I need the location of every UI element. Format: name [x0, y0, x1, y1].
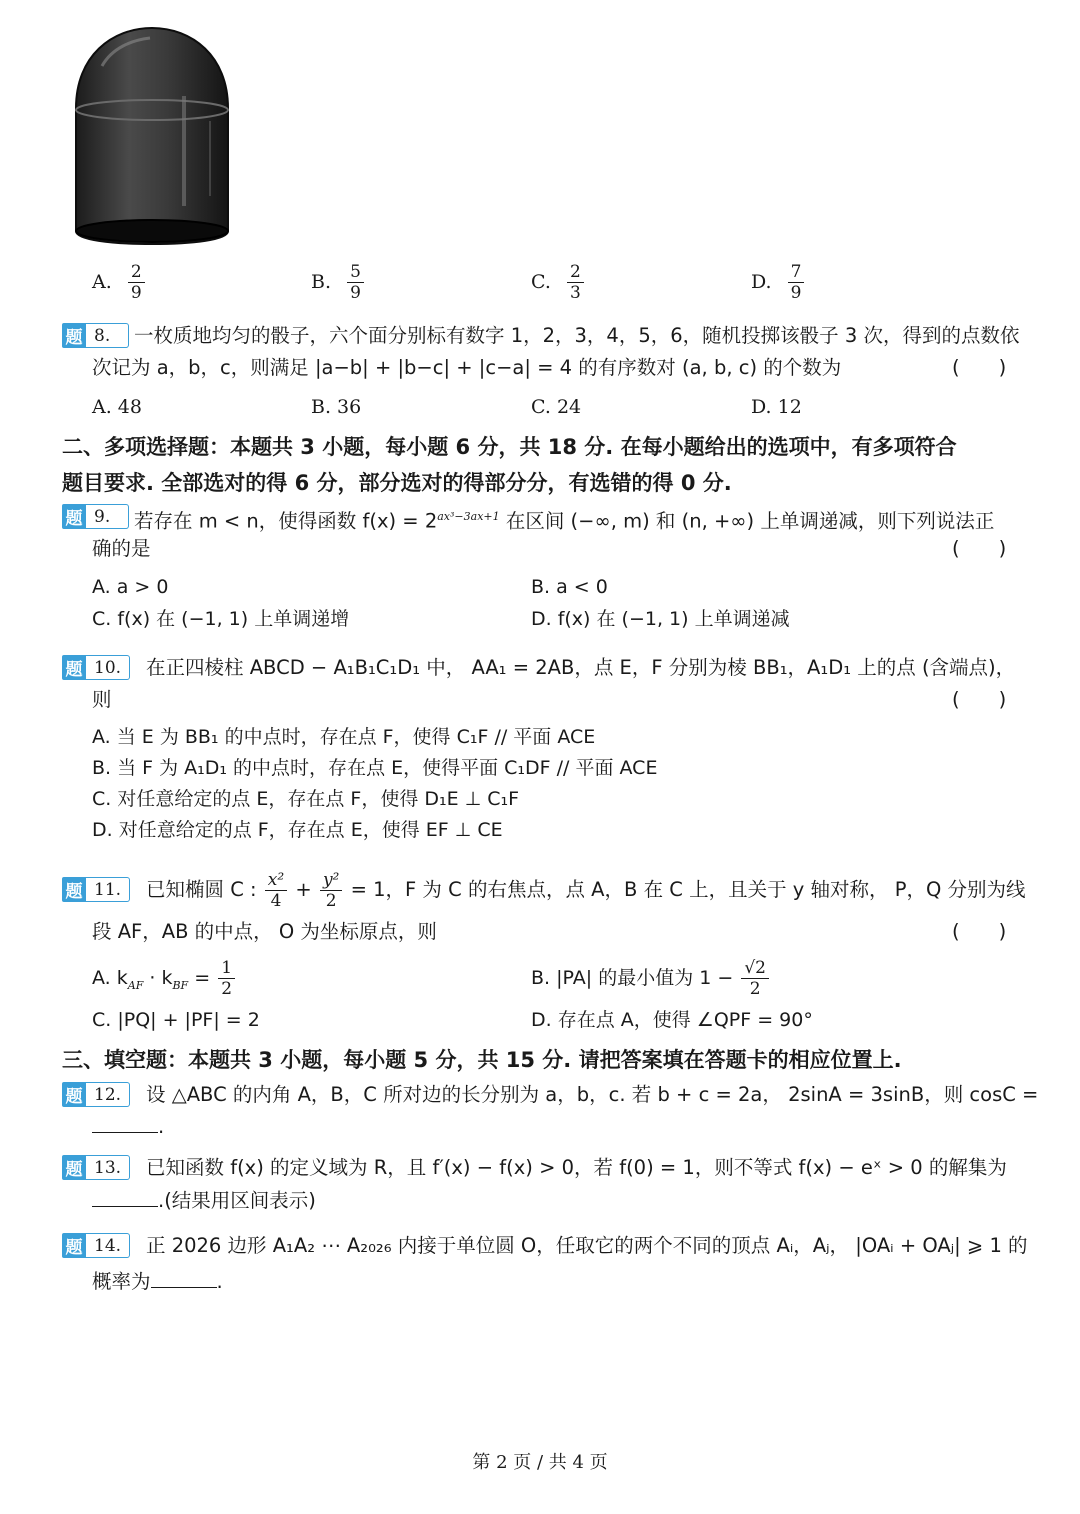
- q9-line2: 确的是: [92, 537, 151, 560]
- question-number: 8.: [86, 323, 129, 348]
- question-tag-12: [62, 1082, 130, 1107]
- q11-line1: [146, 866, 1026, 914]
- q9-exponent: ax³−3ax+1: [437, 510, 500, 523]
- question-number: 11.: [86, 877, 130, 902]
- question-tag-13: [62, 1155, 130, 1180]
- question-icon: 题: [62, 504, 86, 529]
- denominator: 9: [130, 283, 142, 303]
- numerator: 1: [218, 958, 235, 979]
- q9-text-a: 若存在 m < n，使得函数 f(x) = 2: [134, 509, 438, 533]
- answer-blank[interactable]: [92, 1114, 158, 1133]
- subscript: AF: [127, 978, 144, 992]
- section-2-heading-line2: 题目要求. 全部选对的得 6 分，部分选对的得部分分，有选错的得 0 分.: [62, 471, 732, 495]
- denominator: 9: [790, 283, 802, 303]
- q11-line2: 段 AF，AB 的中点， O 为坐标原点，则: [92, 920, 437, 943]
- option-8d: D. 12: [751, 396, 802, 418]
- q10-line1: 在正四棱柱 ABCD − A₁B₁C₁D₁ 中， AA₁ = 2AB，点 E，F 分别为棱 BB₁，A₁D₁ 上的点 (含端点)，: [146, 656, 1016, 679]
- q14-line2: [92, 1267, 223, 1297]
- question-icon: 题: [62, 1233, 86, 1258]
- option-8c: C. 24: [531, 396, 582, 418]
- option-11d: D. 存在点 A，使得 ∠QPF = 90°: [531, 1009, 813, 1031]
- option-10a: A. 当 E 为 BB₁ 的中点时，存在点 F，使得 C₁F // 平面 ACE: [92, 726, 596, 748]
- question-icon: 题: [62, 1155, 86, 1180]
- fraction: [347, 262, 364, 303]
- option-7c: [531, 262, 586, 303]
- q8-line2: 次记为 a，b，c，则满足 |a−b| + |b−c| + |c−a| = 4 的有序数对 (a, b, c) 的个数为: [92, 356, 842, 379]
- denominator: 2: [749, 979, 761, 999]
- question-number: 10.: [86, 655, 130, 680]
- question-icon: 题: [62, 1082, 86, 1107]
- fraction: [567, 262, 584, 303]
- question-icon: 题: [62, 655, 86, 680]
- glass-dome-image: [72, 26, 232, 246]
- question-icon: 题: [62, 323, 86, 348]
- q10-line2: 则: [92, 688, 112, 711]
- q14-line1: 正 2026 边形 A₁A₂ ⋯ A₂₀₂₆ 内接于单位圆 O，任取它的两个不同的顶点 Aᵢ，Aⱼ， |OAᵢ + OAⱼ| ⩾ 1 的: [146, 1234, 1028, 1257]
- question-tag-8: [62, 323, 129, 348]
- question-tag-10: [62, 655, 130, 680]
- option-10b: B. 当 F 为 A₁D₁ 的中点时，存在点 E，使得平面 C₁DF // 平面 ACE: [92, 757, 658, 779]
- question-number: 12.: [86, 1082, 130, 1107]
- option-8b: B. 36: [311, 396, 362, 418]
- option-11c: C. |PQ| + |PF| = 2: [92, 1009, 260, 1031]
- q11b-text: B. |PA| 的最小值为 1 −: [531, 967, 734, 989]
- numerator: 5: [347, 262, 364, 283]
- answer-blank[interactable]: [151, 1269, 217, 1288]
- question-number: 9.: [86, 504, 129, 529]
- option-10c: C. 对任意给定的点 E，存在点 F，使得 D₁E ⊥ C₁F: [92, 788, 520, 810]
- option-9d: D. f(x) 在 (−1, 1) 上单调递减: [531, 608, 790, 630]
- q14-text: 概率为: [92, 1270, 151, 1293]
- numerator: 2: [128, 262, 145, 283]
- period: .: [158, 1115, 165, 1138]
- option-11b: [531, 956, 771, 1000]
- q11a-k1: A. k: [92, 967, 128, 989]
- numerator: √2: [741, 958, 769, 979]
- q9-line1: [134, 502, 994, 537]
- fraction: [128, 262, 145, 303]
- q11a-k2: · k: [143, 967, 173, 989]
- denominator: 9: [350, 283, 361, 303]
- subscript: BF: [172, 978, 189, 992]
- numerator: x²: [265, 870, 287, 891]
- question-icon: 题: [62, 877, 86, 902]
- q13-line1: 已知函数 f(x) 的定义域为 R，且 f′(x) − f(x) > 0，若 f(0) = 1，则不等式 f(x) − eˣ > 0 的解集为: [146, 1156, 1007, 1179]
- numerator: 2: [567, 262, 584, 283]
- q13-line2: [92, 1186, 316, 1216]
- fraction: [741, 958, 769, 999]
- option-label: B.: [311, 271, 332, 293]
- option-7b: [311, 262, 366, 303]
- option-label: C.: [531, 271, 551, 293]
- option-8a: A. 48: [92, 396, 142, 418]
- q12-line2: [92, 1112, 164, 1142]
- period: .: [216, 1270, 223, 1293]
- question-tag-14: [62, 1233, 130, 1258]
- section-2-heading-line1: 二、多项选择题：本题共 3 小题，每小题 6 分，共 18 分. 在每小题给出的选项中，有多项符合: [62, 435, 957, 459]
- fraction: [788, 262, 805, 303]
- option-9b: B. a < 0: [531, 576, 608, 598]
- q12-line1: 设 △ABC 的内角 A，B，C 所对边的长分别为 a，b，c. 若 b + c = 2a， 2sinA = 3sinB，则 cosC =: [146, 1083, 1039, 1106]
- q8-line1: 一枚质地均匀的骰子，六个面分别标有数字 1，2，3，4，5，6，随机投掷该骰子 3 次，得到的点数依: [134, 324, 1020, 347]
- question-tag-9: [62, 504, 129, 529]
- equals-sign: =: [188, 967, 211, 989]
- option-label: A.: [92, 271, 112, 293]
- fraction: [265, 870, 287, 911]
- option-11a: [92, 956, 237, 1008]
- denominator: 4: [270, 891, 282, 911]
- question-number: 13.: [86, 1155, 130, 1180]
- option-10d: D. 对任意给定的点 F，存在点 E，使得 EF ⊥ CE: [92, 819, 503, 841]
- q9-text-b: 在区间 (−∞, m) 和 (n, +∞) 上单调递减，则下列说法正: [499, 509, 995, 533]
- q11-text-b: = 1，F 为 C 的右焦点，点 A，B 在 C 上，且关于 y 轴对称， P，Q 分别为线: [350, 878, 1026, 901]
- q11-text-a: 已知椭圆 C :: [146, 878, 257, 901]
- page-footer: 第 2 页 / 共 4 页: [472, 1452, 608, 1473]
- answer-blank[interactable]: [92, 1188, 158, 1207]
- answer-paren: ( ): [952, 920, 1007, 943]
- section-3-heading: 三、填空题：本题共 3 小题，每小题 5 分，共 15 分. 请把答案填在答题卡的相应位置上.: [62, 1048, 902, 1072]
- numerator: y²: [320, 870, 342, 891]
- denominator: 2: [221, 979, 233, 999]
- plus-sign: +: [295, 878, 312, 901]
- fraction: [320, 870, 342, 911]
- option-7d: [751, 262, 806, 303]
- question-tag-11: [62, 877, 130, 902]
- fraction: [218, 958, 235, 999]
- denominator: 2: [325, 891, 337, 911]
- answer-paren: ( ): [952, 688, 1007, 711]
- option-7a: [92, 262, 147, 303]
- answer-paren: ( ): [952, 537, 1007, 560]
- numerator: 7: [788, 262, 805, 283]
- denominator: 3: [569, 283, 581, 303]
- option-9c: C. f(x) 在 (−1, 1) 上单调递增: [92, 608, 350, 630]
- q13-tail: .(结果用区间表示): [158, 1189, 316, 1212]
- question-number: 14.: [86, 1233, 130, 1258]
- option-label: D.: [751, 271, 772, 293]
- answer-paren: ( ): [952, 356, 1007, 379]
- option-9a: A. a > 0: [92, 576, 169, 598]
